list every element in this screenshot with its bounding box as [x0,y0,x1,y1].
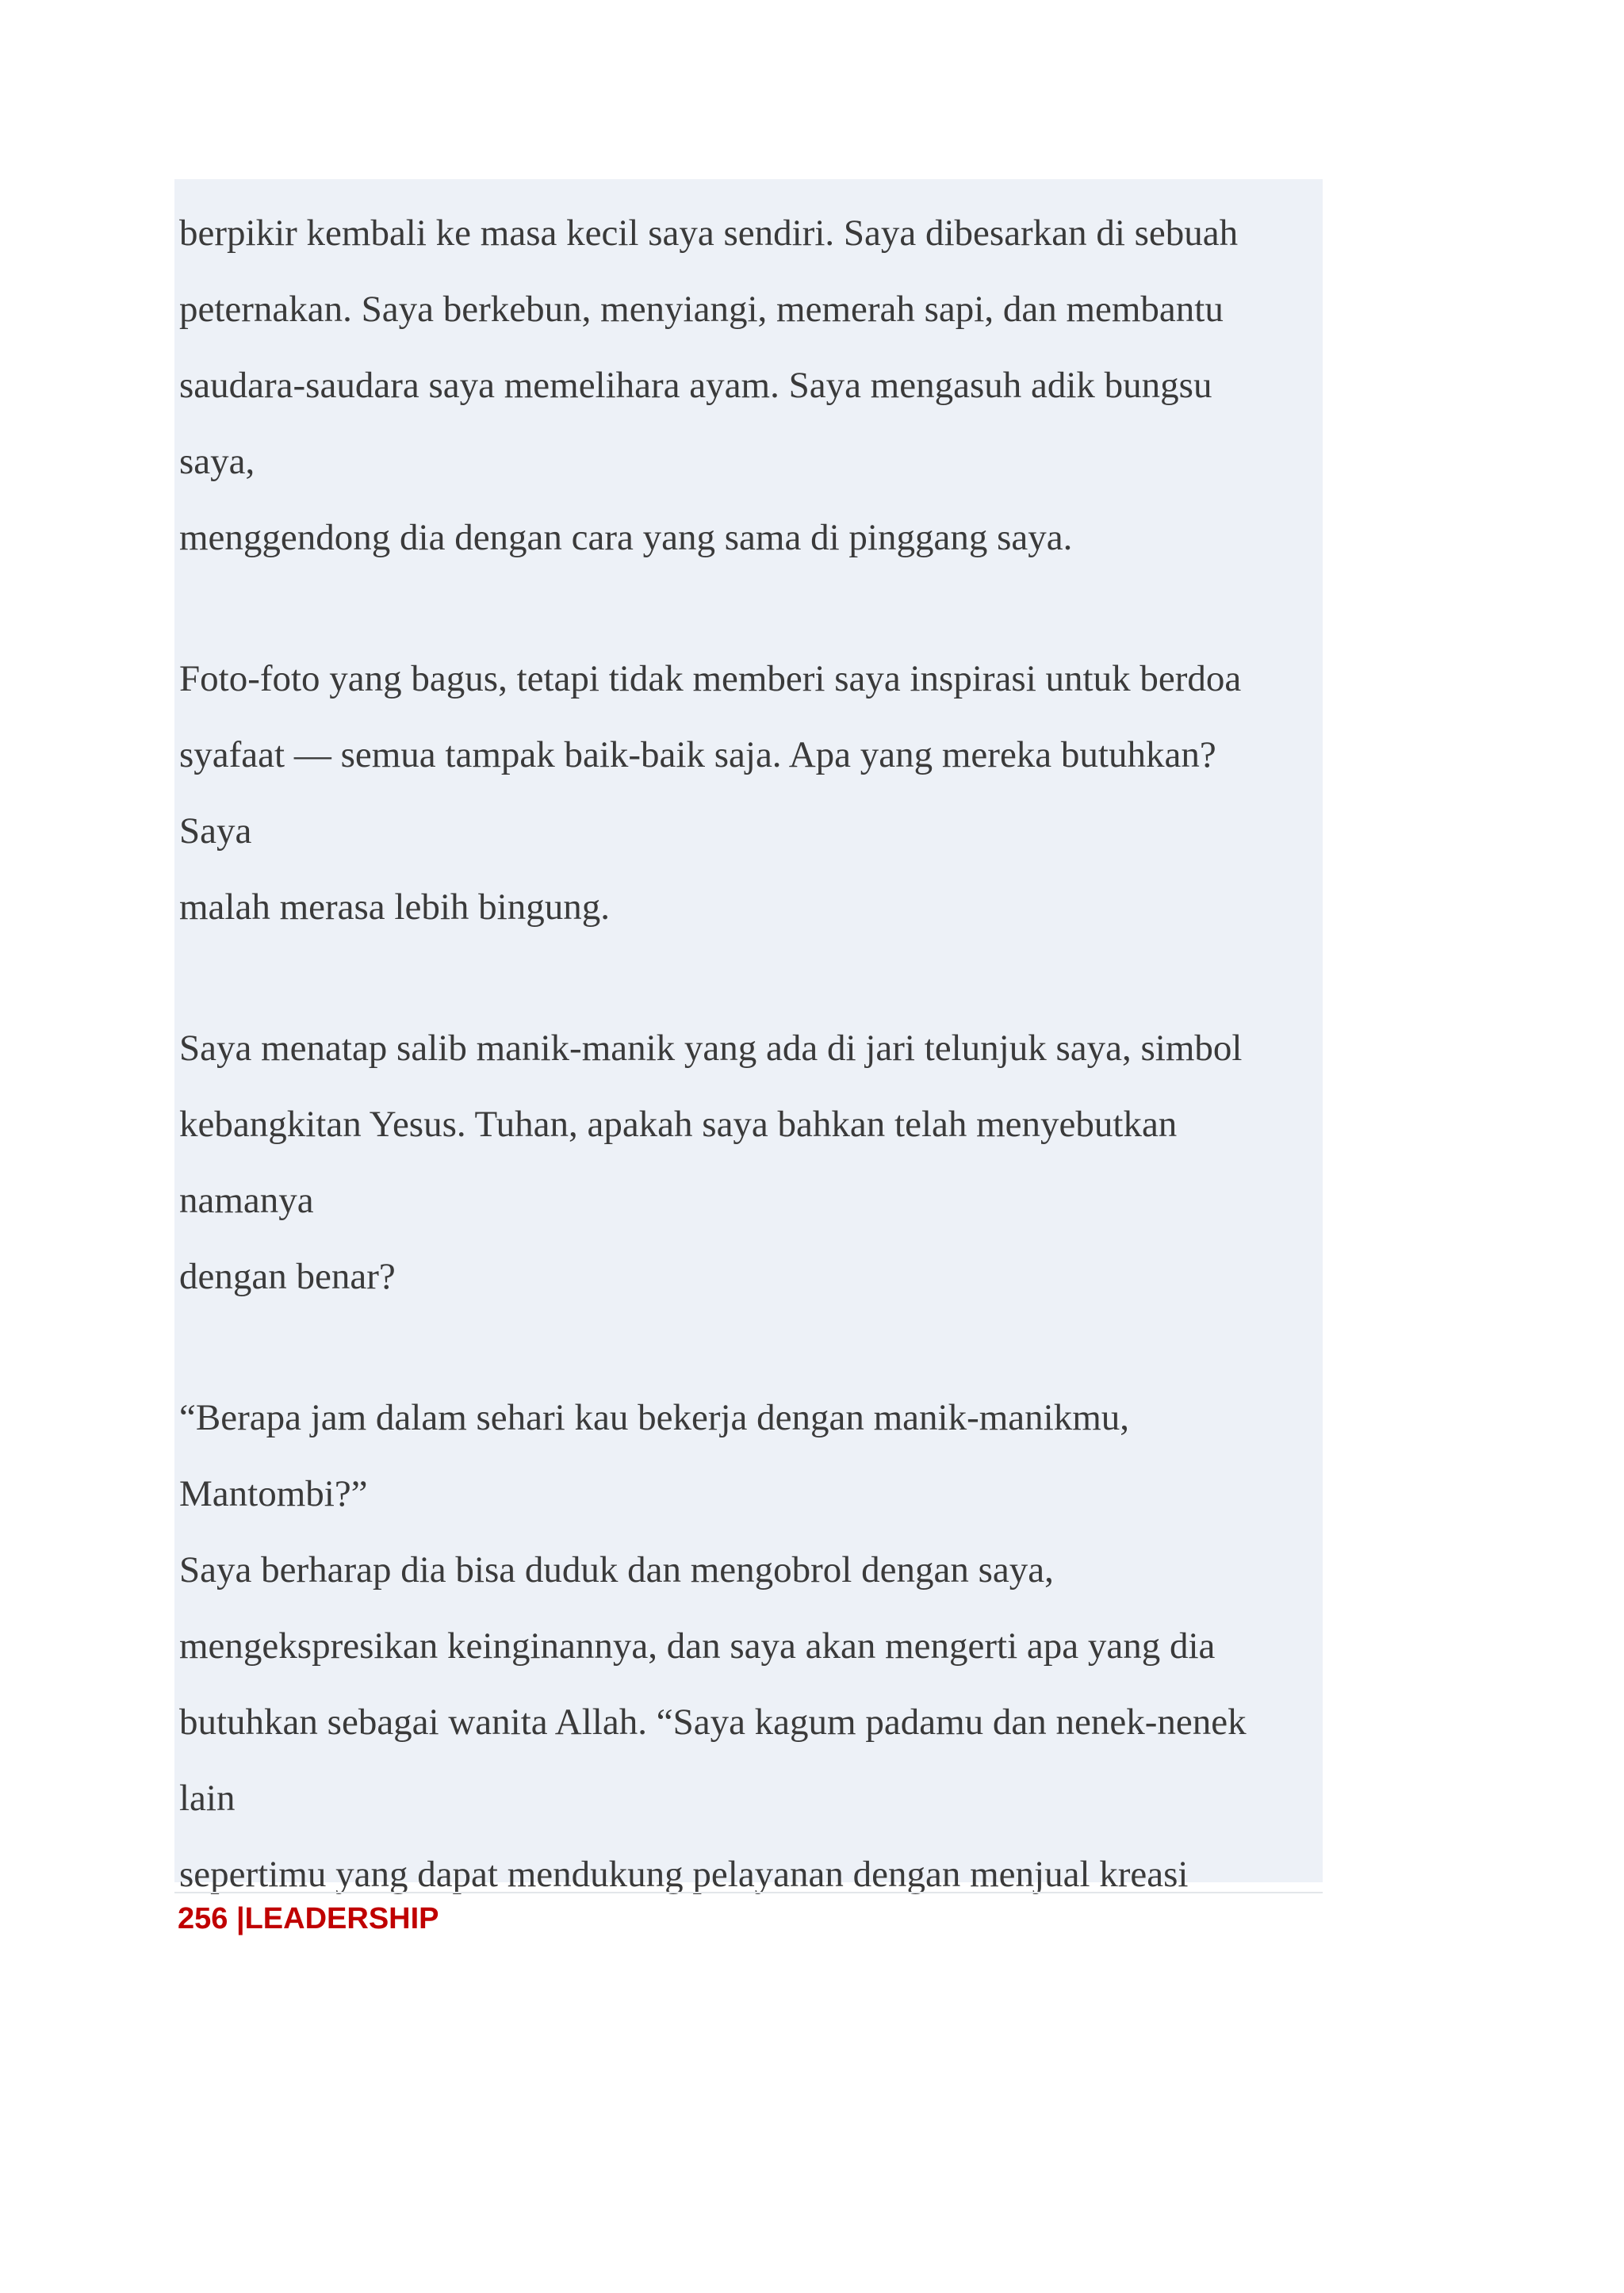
body-line: saya, [179,441,255,482]
body-line: saudara-saudara saya memelihara ayam. Saya mengasuh adik bungsu [179,365,1212,406]
body-line: lain [179,1778,236,1819]
body-line: menggendong dia dengan cara yang sama di pinggang saya. [179,517,1073,558]
body-line: kebangkitan Yesus. Tuhan, apakah saya bahkan telah menyebutkan [179,1104,1178,1145]
body-line: Saya berharap dia bisa duduk dan mengobrol dengan saya, [179,1549,1054,1591]
body-line: “Berapa jam dalam sehari kau bekerja dengan manik-manikmu, [179,1397,1130,1438]
body-line: malah merasa lebih bingung. [179,886,610,928]
body-line: namanya [179,1180,314,1221]
body-line: sepertimu yang dapat mendukung pelayanan dengan menjual kreasi [179,1854,1189,1895]
page-footer: 256 |LEADERSHIP [178,1902,439,1935]
body-line: mengekspresikan keinginannya, dan saya akan mengerti apa yang dia [179,1625,1216,1667]
body-line: berpikir kembali ke masa kecil saya sendiri. Saya dibesarkan di sebuah [179,212,1239,254]
footer-divider [174,1892,1323,1893]
body-line: Foto-foto yang bagus, tetapi tidak memberi saya inspirasi untuk berdoa [179,658,1242,699]
body-line: butuhkan sebagai wanita Allah. “Saya kagum padamu dan nenek-nenek [179,1702,1247,1743]
body-line: syafaat — semua tampak baik-baik saja. Apa yang mereka butuhkan? [179,734,1216,775]
body-line: dengan benar? [179,1256,396,1297]
body-line: Mantombi?” [179,1473,368,1514]
body-line: Saya menatap salib manik-manik yang ada di jari telunjuk saya, simbol [179,1028,1243,1069]
body-line: peternakan. Saya berkebun, menyiangi, memerah sapi, dan membantu [179,289,1224,330]
body-text-block [174,179,1323,1895]
body-line: Saya [179,810,252,852]
